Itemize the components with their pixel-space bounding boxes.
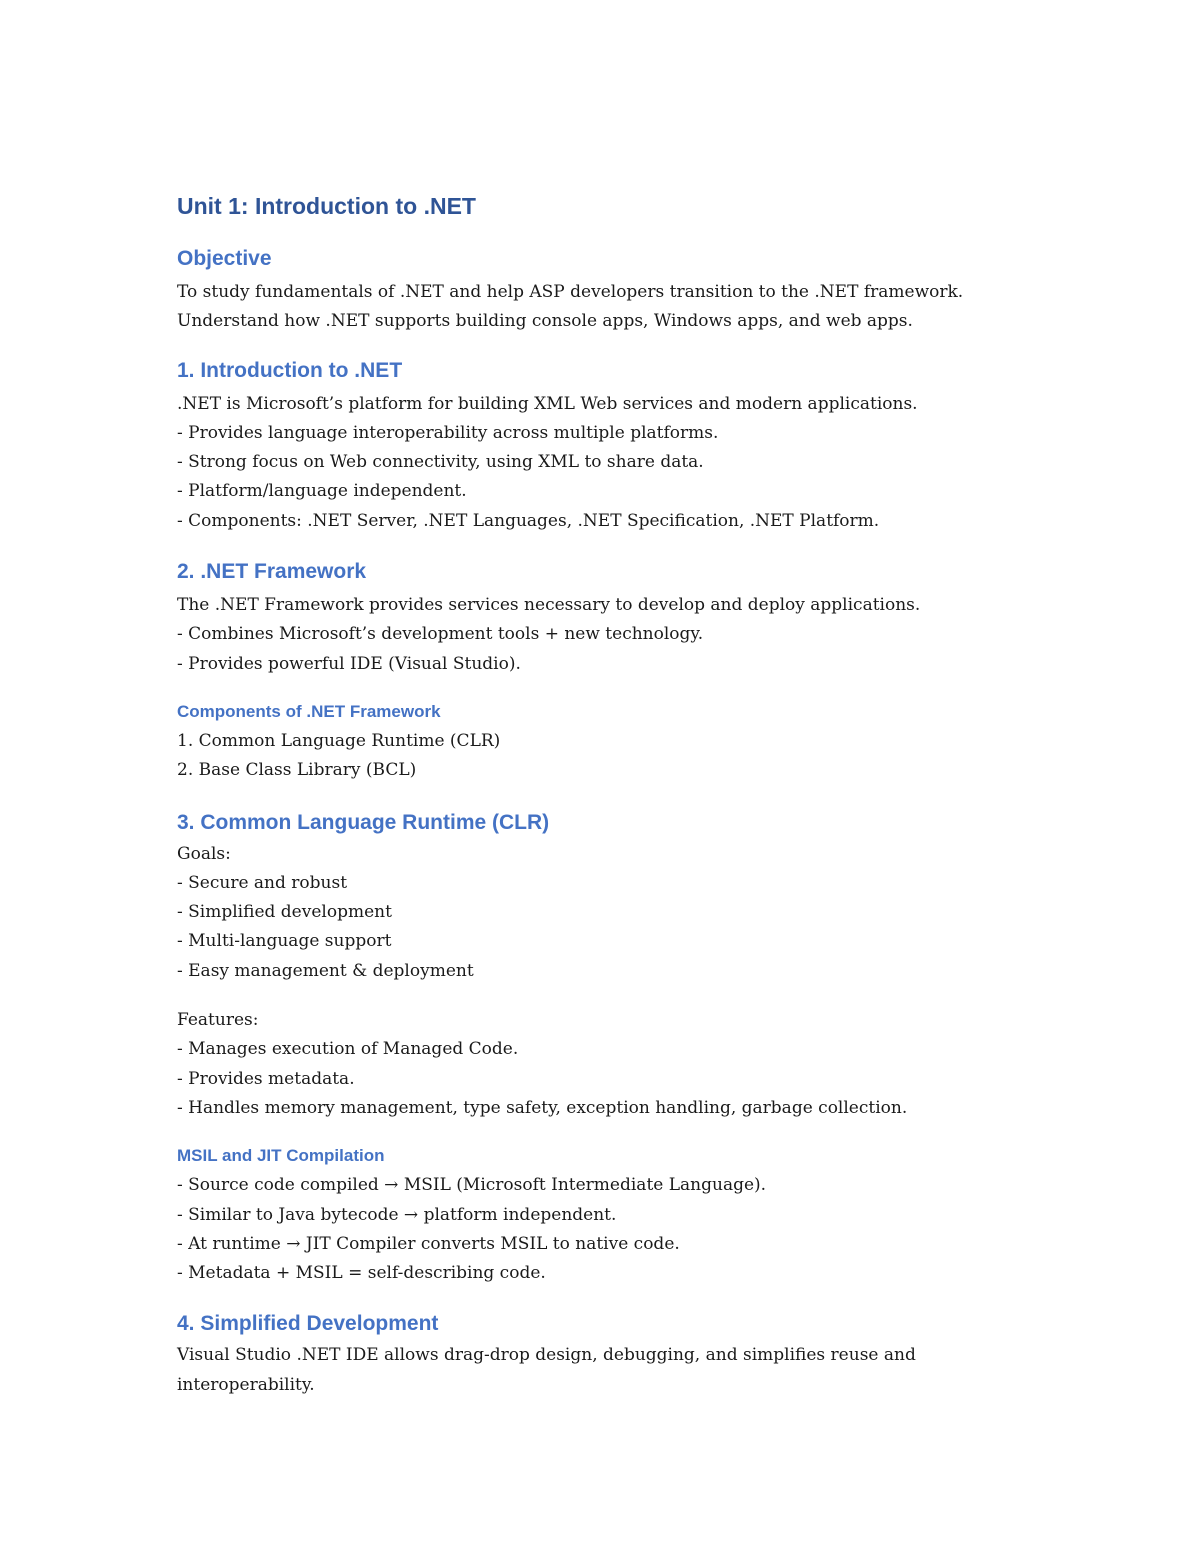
section-1-line-2: - Provides language interoperability across multiple platforms. [177, 422, 719, 443]
section-1-line-1: .NET is Microsoft’s platform for building XML Web services and modern applications. [177, 393, 918, 414]
section-1-heading: 1. Introduction to .NET [177, 358, 403, 382]
objective-line-1: To study fundamentals of .NET and help ASP developers transition to the .NET framework. [177, 282, 964, 302]
features-line-1: - Manages execution of Managed Code. [177, 1039, 519, 1060]
document-title: Unit 1: Introduction to .NET [177, 193, 476, 219]
objective-line-2: Understand how .NET supports building console apps, Windows apps, and web apps. [177, 311, 913, 332]
section-2-heading: 2. .NET Framework [177, 560, 367, 584]
msil-line-4: - Metadata + MSIL = self-describing code. [177, 1263, 546, 1284]
goals-line-1: - Secure and robust [177, 872, 348, 893]
components-line-2: 2. Base Class Library (BCL) [177, 760, 417, 781]
msil-subheading: MSIL and JIT Compilation [177, 1146, 385, 1166]
goals-label: Goals: [177, 843, 231, 864]
msil-line-1: - Source code compiled → MSIL (Microsoft Intermediate Language). [177, 1175, 767, 1196]
features-label: Features: [177, 1010, 259, 1031]
components-line-1: 1. Common Language Runtime (CLR) [177, 730, 501, 751]
msil-line-3: - At runtime → JIT Compiler converts MSIL to native code. [177, 1233, 680, 1254]
section-2-line-3: - Provides powerful IDE (Visual Studio). [177, 653, 521, 674]
features-line-2: - Provides metadata. [177, 1068, 355, 1089]
document-page [177, 190, 1057, 1400]
components-subheading: Components of .NET Framework [177, 701, 441, 721]
section-4-paragraph: Visual Studio .NET IDE allows drag-drop design, debugging, and simplifies reuse and interoperability. [177, 1345, 916, 1395]
goals-line-4: - Easy management & deployment [177, 960, 474, 981]
section-4-heading: 4. Simplified Development [177, 1312, 439, 1336]
section-1-line-5: - Components: .NET Server, .NET Languages, .NET Specification, .NET Platform. [177, 510, 880, 531]
features-line-3: - Handles memory management, type safety, exception handling, garbage collection. [177, 1097, 908, 1118]
section-1-line-4: - Platform/language independent. [177, 481, 467, 502]
goals-line-2: - Simplified development [177, 902, 392, 923]
goals-line-3: - Multi-language support [177, 931, 392, 952]
msil-line-2: - Similar to Java bytecode → platform independent. [177, 1204, 617, 1225]
section-2-line-2: - Combines Microsoft’s development tools + new technology. [177, 624, 704, 645]
section-1-line-3: - Strong focus on Web connectivity, using XML to share data. [177, 452, 704, 473]
section-2-line-1: The .NET Framework provides services necessary to develop and deploy applications. [177, 595, 921, 616]
objective-heading: Objective [177, 247, 272, 270]
section-3-heading: 3. Common Language Runtime (CLR) [177, 810, 550, 834]
